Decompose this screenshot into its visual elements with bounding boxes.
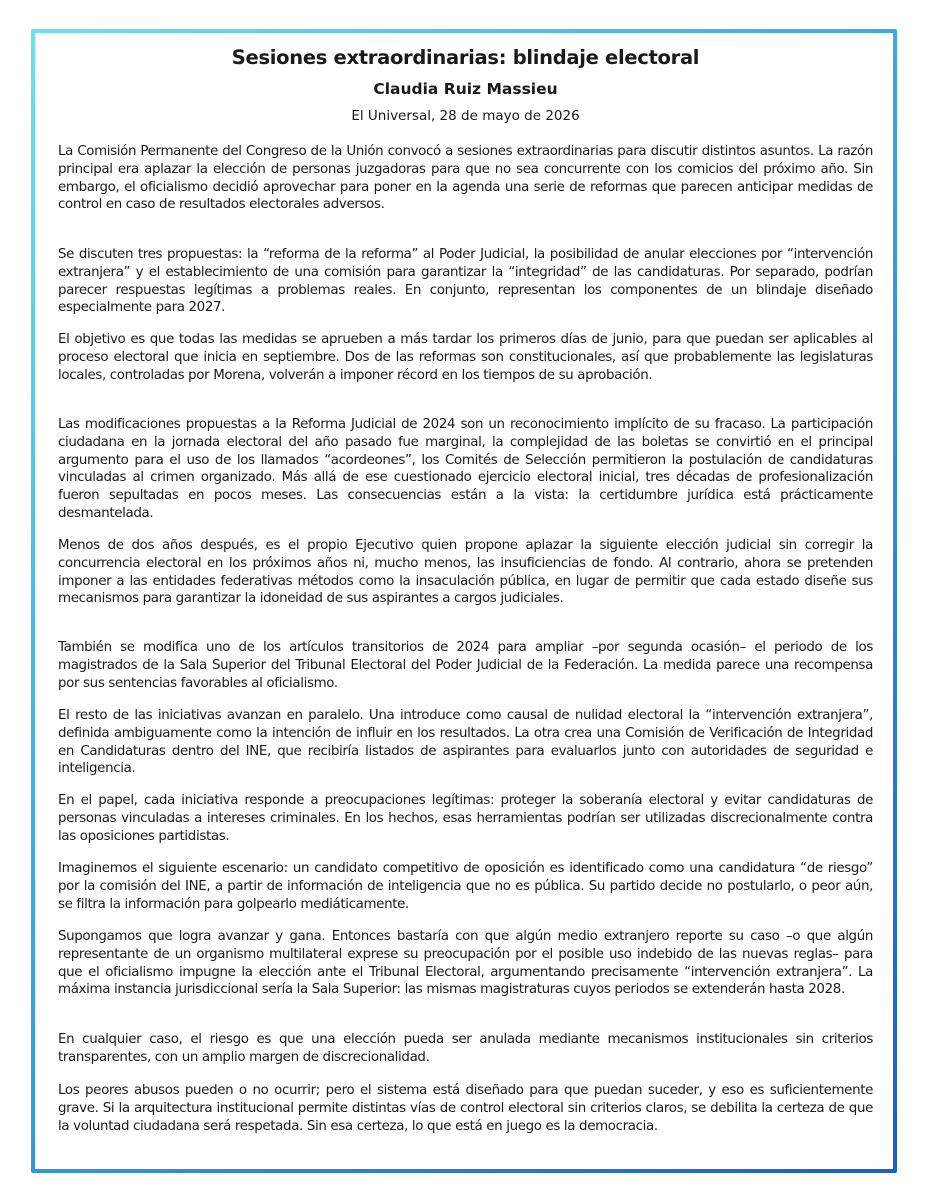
paragraph-4: Las modificaciones propuestas a la Reforma Judicial de 2024 son un reconocimiento implícito de su fracaso. La participación ciudadana en la jornada electoral del año pasado fue marginal, la complejidad de las boletas se convirtió en el principal argumento para el uso de los llamados “acordeones”, los Comités de Selección permitieron la postulación de candidaturas vinculadas al crimen organizado. Más allá de ese cuestionado ejercicio electoral inicial, tres décadas de profesionalización fueron sepultadas en pocos meses. Las consecuencias están a la vista: la certidumbre jurídica está prácticamente desmantelada. — [58, 417, 873, 521]
paragraph-11: En cualquier caso, el riesgo es que una elección pueda ser anulada mediante mecanismos institucionales sin criterios transparentes, con un amplio margen de discrecionalidad. — [58, 1032, 873, 1065]
paragraph-5: Menos de dos años después, es el propio Ejecutivo quien propone aplazar la siguiente elección judicial sin corregir la concurrencia electoral en los próximos años ni, mucho menos, las insuficiencias de fondo. Al contrario, ahora se pretenden imponer a las entidades federativas métodos como la insaculación pública, en lugar de permitir que cada estado diseñe sus mecanismos para garantizar la idoneidad de sus aspirantes a cargos judiciales. — [58, 538, 873, 607]
paragraph-9: Imaginemos el siguiente escenario: un candidato competitivo de oposición es identificado como una candidatura “de riesgo” por la comisión del INE, a partir de información de inteligencia que no es pública. Su partido decide no postularlo, o peor aún, se filtra la información para golpearlo mediáticamente. — [58, 861, 873, 912]
paragraph-10: Supongamos que logra avanzar y gana. Entonces bastaría con que algún medio extranjero reporte su caso –o que algún representante de un organismo multilateral exprese su preocupación por el posible uso indebido de las nuevas reglas– para que el oficialismo impugne la elección ante el Tribunal Electoral, argumentando precisamente “intervención extranjera”. La máxima instancia jurisdiccional sería la Sala Superior: las mismas magistraturas cuyos periodos se extenderán hasta 2028. — [58, 929, 873, 998]
article-source-date: El Universal, 28 de mayo de 2026 — [351, 108, 580, 124]
paragraph-2: Se discuten tres propuestas: la “reforma de la reforma” al Poder Judicial, la posibilidad de anular elecciones por “intervención extranjera” y el establecimiento de una comisión para garantizar la “integridad” de las candidaturas. Por separado, podrían parecer respuestas legítimas a problemas reales. En conjunto, representan los componentes de un blindaje diseñado especialmente para 2027. — [58, 247, 873, 316]
paragraph-1: La Comisión Permanente del Congreso de la Unión convocó a sesiones extraordinarias para discutir distintos asuntos. La razón principal era aplazar la elección de personas juzgadoras para que no sea concurrente con los comicios del próximo año. Sin embargo, el oficialismo decidió aprovechar para poner en la agenda una serie de reformas que parecen anticipar medidas de control en caso de resultados electorales adversos. — [58, 144, 873, 213]
paragraph-8: En el papel, cada iniciativa responde a preocupaciones legítimas: proteger la soberanía electoral y evitar candidaturas de personas vinculadas a intereses criminales. En los hechos, esas herramientas podrían ser utilizadas discrecionalmente contra las oposiciones partidistas. — [58, 793, 873, 844]
paragraph-12: Los peores abusos pueden o no ocurrir; pero el sistema está diseñado para que puedan suceder, y eso es suficientemente grave. Si la arquitectura institucional permite distintas vías de control electoral sin criterios claros, se debilita la certeza de que la voluntad ciudadana será respetada. Sin esa certeza, lo que está en juego es la democracia. — [58, 1083, 873, 1134]
paragraph-7: El resto de las iniciativas avanzan en paralelo. Una introduce como causal de nulidad electoral la “intervención extranjera”, definida ambiguamente como la intención de influir en los resultados. La otra crea una Comisión de Verificación de Integridad en Candidaturas dentro del INE, que recibiría listados de aspirantes para evaluarlos junto con autoridades de seguridad e inteligencia. — [58, 708, 873, 777]
article-title: Sesiones extraordinarias: blindaje electoral — [231, 46, 700, 69]
paragraph-6: También se modifica uno de los artículos transitorios de 2024 para ampliar –por segunda ocasión– el periodo de los magistrados de la Sala Superior del Tribunal Electoral del Poder Judicial de la Federación. La medida parece una recompensa por sus sentencias favorables al oficialismo. — [58, 640, 873, 691]
article-author: Claudia Ruiz Massieu — [373, 80, 558, 98]
paragraph-3: El objetivo es que todas las medidas se aprueben a más tardar los primeros días de junio, para que puedan ser aplicables al proceso electoral que inicia en septiembre. Dos de las reformas son constitucionales, así que probablemente las legislaturas locales, controladas por Morena, volverán a imponer récord en los tiempos de su aprobación. — [58, 332, 873, 383]
